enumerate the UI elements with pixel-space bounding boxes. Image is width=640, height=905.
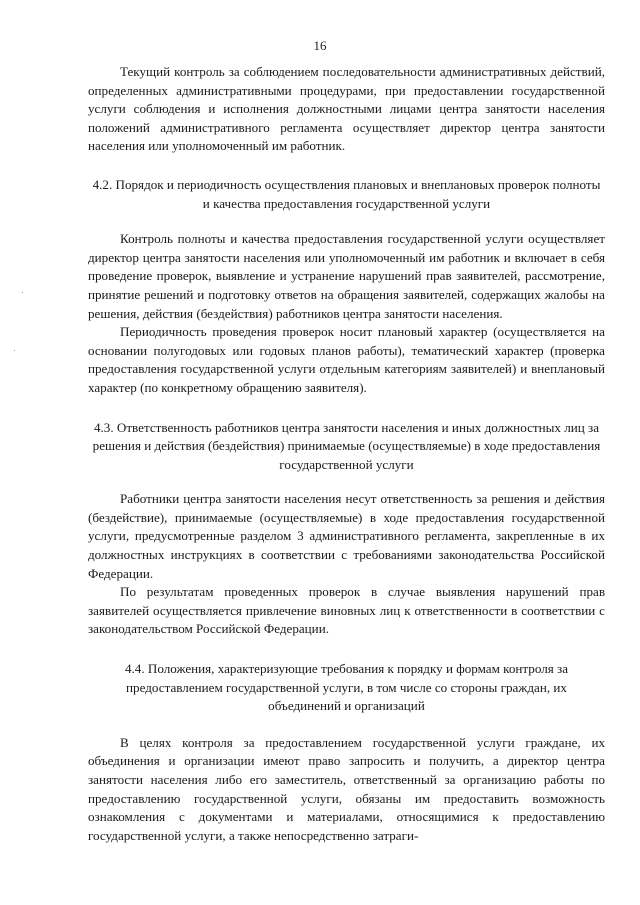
document-body	[88, 63, 605, 845]
section-heading: 4.2. Порядок и периодичность осуществления плановых и внеплановых проверок полноты и качества предоставления государственной услуги	[92, 176, 601, 211]
paragraph: Периодичность проведения проверок носит плановый характер (осуществляется на основании полугодовых или годовых планов работы), тематический характер (проверка предоставления государственной услуги отдельным категориям заявителей) и внеплановый характер (по конкретному обращению заявителя).	[88, 324, 605, 395]
section-heading: 4.4. Положения, характеризующие требования к порядку и формам контроля за предоставлением государственной услуги, в том числе со стороны граждан, их объединений и организаций	[124, 661, 569, 714]
paragraph: Текущий контроль за соблюдением последовательности административных действий, определенных административными процедурами, при предоставлении государственной услуги соблюдения и исполнения должностными лицами центра занятости населения положений административного регламента осуществляет директор центра занятости населения или уполномоченный им работник.	[88, 64, 605, 154]
paragraph: Контроль полноты и качества предоставления государственной услуги осуществляет директор центра занятости населения или уполномоченный им работник и включает в себя проведение проверок, выявление и устранение нарушений прав заявителей, рассмотрение, принятие решений и подготовку ответов на обращения заявителей, содержащих жалобы на решения, действия (бездействия) работников центра занятости населения.	[88, 231, 605, 321]
paragraph: Работники центра занятости населения несут ответственность за решения и действия (бездействие), принимаемые (осуществляемые) в ходе предоставления государственной услуги, предусмотренные разделом 3 административного регламента, закрепленные в их должностных инструкциях в соответствии с требованиями законодательства Российской Федерации.	[88, 491, 605, 581]
paragraph: По результатам проведенных проверок в случае выявления нарушений прав заявителей осуществляется привлечение виновных лиц к ответственности в соответствии с законодательством Российской Федерации.	[88, 584, 605, 637]
section-heading: 4.3. Ответственность работников центра занятости населения и иных должностных лиц за решения и действия (бездействия) принимаемые (осуществляемые) в ходе предоставления государственной услуги	[92, 419, 601, 472]
scan-speck	[14, 350, 15, 351]
scan-speck	[22, 292, 23, 293]
paragraph: В целях контроля за предоставлением государственной услуги граждане, их объединения и организации имеют право запросить и получить, а директор центра занятости населения либо его заместитель, ответственный за организацию работы по предоставлению государственной услуги, обязаны им предоставить возможность ознакомления с документами и материалами, относящимися к предоставлению государственной услуги, а также непосредственно затраги-	[88, 734, 605, 843]
page-number: 16	[313, 38, 327, 53]
